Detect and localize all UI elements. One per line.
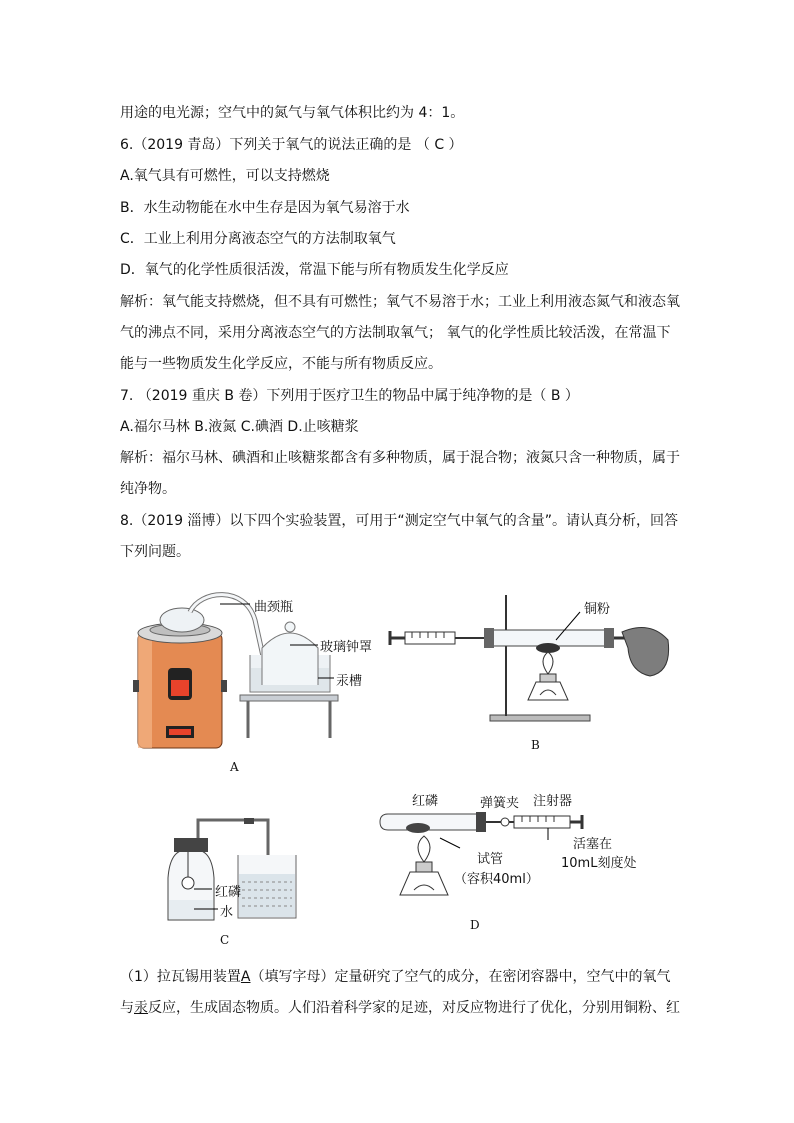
label-c-phosphorus: 红磷 — [215, 885, 242, 900]
label-d-tube: 试管 — [477, 852, 504, 867]
option-d: D．氧气的化学性质很活泼，常温下能与所有物质发生化学反应 — [120, 262, 509, 278]
analysis-7-line1: 解析：福尔马林、碘酒和止咳糖浆都含有多种物质，属于混合物；液氮只含一种物质，属于 — [120, 450, 680, 466]
label-a-flask: 曲颈瓶 — [254, 600, 294, 615]
q1-text-post: （填写字母）定量研究了空气的成分，在密闭容器中，空气中的氧气 — [250, 969, 671, 985]
question-8-1-line2 — [120, 999, 680, 1017]
label-d-phosphorus: 红磷 — [412, 794, 439, 809]
figure-label-b: B — [531, 738, 540, 752]
question-6: 6.（2019 青岛）下列关于氧气的说法正确的是 （ C ） — [120, 137, 463, 153]
question-8-1-line1 — [120, 968, 671, 986]
apparatus-b — [390, 595, 669, 721]
option-b: B．水生动物能在水中生存是因为氧气易溶于水 — [120, 200, 410, 216]
question-8-line1: 8.（2019 淄博）以下四个实验装置，可用于“测定空气中氧气的含量”。请认真分析，回答 — [120, 513, 678, 529]
label-d-piston-1: 活塞在 — [573, 837, 613, 852]
analysis-7-line2: 纯净物。 — [120, 481, 176, 497]
q1-answer: A — [240, 969, 251, 985]
option-a: A.氧气具有可燃性，可以支持燃烧 — [120, 168, 330, 184]
figure-label-d: D — [470, 918, 480, 932]
label-d-clip: 弹簧夹 — [480, 796, 520, 811]
option-c: C．工业上利用分离液态空气的方法制取氧气 — [120, 231, 396, 247]
label-a-bell-jar: 玻璃钟罩 — [320, 640, 373, 655]
options-7: A.福尔马林 B.液氮 C.碘酒 D.止咳糖浆 — [120, 419, 359, 435]
label-c-water: 水 — [220, 905, 234, 920]
label-d-piston-2: 10mL刻度处 — [561, 856, 637, 871]
label-b-copper: 铜粉 — [584, 602, 611, 617]
apparatus-a — [133, 595, 338, 748]
analysis-6-line2: 气的沸点不同，采用分离液态空气的方法制取氧气； 氧气的化学性质比较活泼，在常温下 — [120, 325, 671, 341]
q1-mercury: 汞 — [134, 1000, 148, 1016]
label-d-volume: （容积40ml） — [454, 872, 539, 887]
q1-line2-post: 反应，生成固态物质。人们沿着科学家的足迹，对反应物进行了优化，分别用铜粉、红 — [148, 1000, 680, 1016]
label-a-trough: 汞槽 — [336, 674, 363, 689]
q1-text-pre: （1）拉瓦锡用装置 — [120, 969, 241, 985]
figure-label-c: C — [220, 933, 230, 947]
label-d-syringe: 注射器 — [533, 794, 573, 809]
q1-line2-pre: 与 — [120, 1000, 134, 1016]
question-8-line2: 下列问题。 — [120, 544, 190, 560]
analysis-6-line3: 能与一些物质发生化学反应，不能与所有物质反应。 — [120, 356, 442, 372]
analysis-6-line1: 解析：氧气能支持燃烧，但不具有可燃性；氧气不易溶于水；工业上利用液态氮气和液态氧 — [120, 294, 680, 310]
figure-label-a: A — [230, 760, 239, 774]
text-line: 用途的电光源；空气中的氮气与氧气体积比约为 4：1。 — [120, 105, 465, 121]
question-7: 7. （2019 重庆 B 卷）下列用于医疗卫生的物品中属于纯净物的是（ B ） — [120, 388, 579, 404]
